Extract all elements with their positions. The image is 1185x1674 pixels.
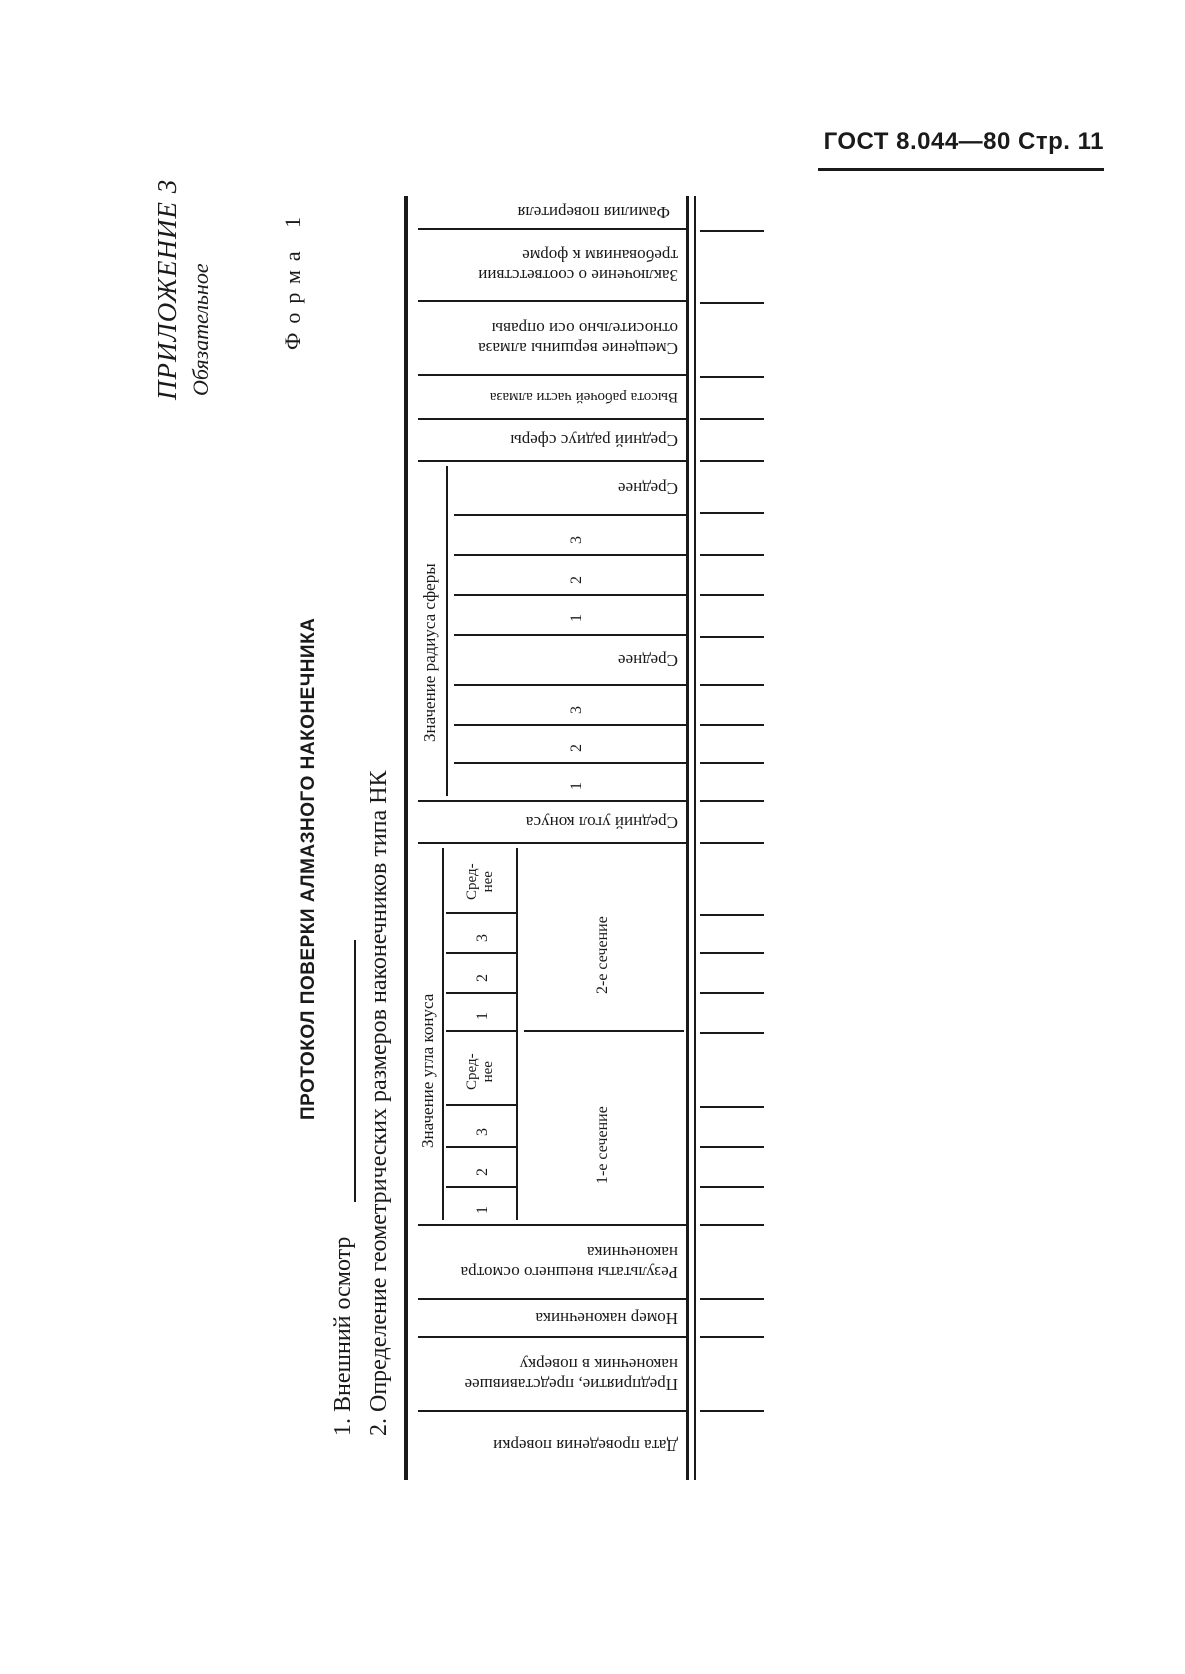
angle-s1-2: 2 [474,1168,491,1176]
angle-s2-3: 3 [474,934,491,942]
stub [700,762,764,764]
angle-group-label: Значение угла конуса [418,993,437,1148]
stub [700,992,764,994]
radius-b-1: 1 [568,782,585,790]
stub [700,594,764,596]
stub [700,724,764,726]
stub [700,512,764,514]
stub [700,302,764,304]
radius-sub-sep [454,594,688,596]
stub [700,1298,764,1300]
appendix-subtitle: Обязательное [188,263,213,396]
angle-sub-sep [446,1030,516,1032]
stub [700,842,764,844]
stub [700,460,764,462]
sep-mean-angle [418,842,688,844]
radius-sub-sep [454,762,688,764]
stub [700,1106,764,1108]
stub [700,1410,764,1412]
stub [700,1336,764,1338]
angle-sub-sep [446,1146,516,1148]
form-label: Форма 1 [280,207,305,350]
page-reference: ГОСТ 8.044—80 Стр. 11 [823,128,1104,155]
col-mean-angle: Средний угол конуса [525,813,678,832]
angle-sub-sep [446,952,516,954]
stub [700,800,764,802]
col-date: Дата проведения поверки [493,1436,678,1455]
angle-s2-2: 2 [474,974,491,982]
col-height: Высота рабочей части алмаза [489,389,678,405]
stub [700,1032,764,1034]
radius-mean-b: Среднее [618,651,678,670]
col-conclusion: Заключение о соответствии требованиям к форме [478,246,678,285]
stub [700,376,764,378]
page-header [818,128,1104,171]
section-1-label: 1-е сечение [594,1106,611,1184]
table-right-border-2 [694,196,696,1480]
item-geometric-dimensions: 2. Определение геометрических размеров наконечников типа НК [366,770,392,1436]
section-2-label: 2-е сечение [594,916,611,994]
angle-s2-mean: Сред- нее [464,863,496,900]
angle-s1-1: 1 [474,1206,491,1214]
radius-mean-a: Среднее [618,479,678,498]
radius-a-2: 2 [568,576,585,584]
underline-visual-inspection [354,940,356,1202]
radius-sub-sep [454,554,688,556]
col-offset: Смещение вершины алмаза относительно оси оправы [478,319,678,358]
angle-sub-sep [446,1186,516,1188]
angle-sub-sep [446,1104,516,1106]
col-enterprise: Предприятие, представившее наконечник в поверку [464,1355,678,1394]
radius-group-label: Значение радиуса сферы [420,563,439,742]
stub [700,952,764,954]
item-visual-inspection: 1. Внешний осмотр [330,1236,356,1436]
angle-s1-mean: Сред- нее [464,1053,496,1090]
angle-sub-divider [516,848,518,1220]
angle-group-divider [442,848,444,1220]
radius-sub-sep [454,514,688,516]
angle-s1-3: 3 [474,1128,491,1136]
angle-s2-1: 1 [474,1012,491,1020]
radius-sub-sep [454,724,688,726]
col-visual-result: Результаты внешнего осмотра наконечника [460,1243,678,1282]
stub [700,914,764,916]
stub [700,1186,764,1188]
stub [700,418,764,420]
stub [700,230,764,232]
radius-a-3: 3 [568,536,585,544]
table-right-border [686,196,689,1480]
stub [700,684,764,686]
radius-b-3: 3 [568,706,585,714]
col-verifier: Фамилия поверителя [517,203,670,222]
col-mean-radius: Средний радиус сферы [510,431,678,450]
radius-a-1: 1 [568,614,585,622]
radius-b-2: 2 [568,744,585,752]
stub [700,636,764,638]
appendix-title: ПРИЛОЖЕНИЕ 3 [152,178,182,400]
section-divider [524,1030,684,1032]
table-left-border [404,196,408,1480]
col-tip-number: Номер наконечника [535,1309,678,1328]
angle-sub-sep [446,992,516,994]
stub [700,1146,764,1148]
radius-group-divider [446,466,448,796]
radius-sub-sep [454,684,688,686]
stub [700,1224,764,1226]
angle-sub-sep [446,912,516,914]
stub [700,554,764,556]
protocol-title: ПРОТОКОЛ ПОВЕРКИ АЛМАЗНОГО НАКОНЕЧНИКА [298,617,319,1120]
